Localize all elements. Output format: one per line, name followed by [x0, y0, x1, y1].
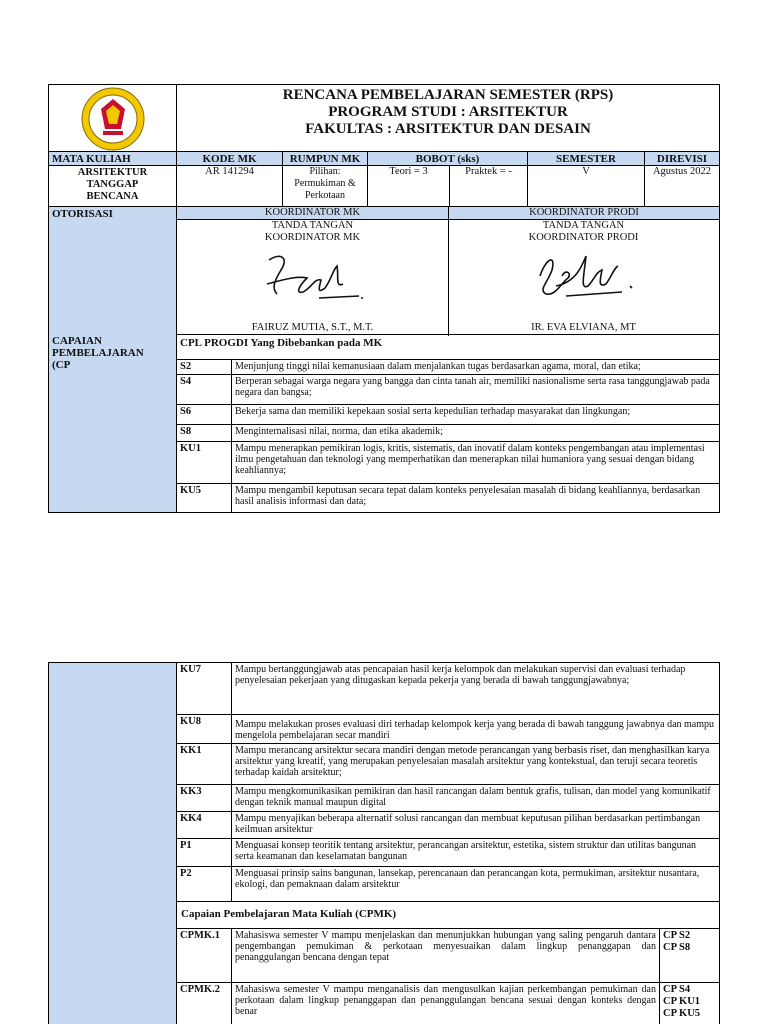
cpl-text: Mampu mengambil keputusan secara tepat dalam konteks penyelesaian masalah di bidang keahliannya, berdasarkan hasil analisis informasi dan data; — [231, 483, 720, 513]
ttd-prodi-line-1: TANDA TANGAN — [542, 220, 625, 231]
col-mata-kuliah: MATA KULIAH — [48, 151, 177, 166]
name-mk: FAIRUZ MUTIA, S.T., M.T. — [251, 322, 374, 333]
cpmk-refs — [659, 982, 720, 1024]
capaian-label-line-2: PEMBELAJARAN — [52, 347, 144, 359]
cpl-text: Mampu melakukan proses evaluasi diri terhadap kelompok kerja yang berada di bawah tanggung jawabnya dan mampu mengelola pembelajaran secar mandiri — [231, 714, 720, 744]
signature-mk-icon — [259, 248, 369, 308]
cpl-table-page-1 — [176, 359, 720, 513]
cpl-code: KU1 — [176, 441, 232, 484]
cpl-code: S6 — [176, 404, 232, 425]
course-name-line-1: ARSITEKTUR — [77, 167, 148, 178]
capaian-label — [52, 335, 144, 371]
cpl-table-page-2 — [176, 662, 720, 902]
cpl-text: Menjunjung tinggi nilai kemanusiaan dalam menjalankan tugas berdasarkan agama, moral, dan etika; — [231, 359, 720, 375]
koordinator-mk-header: KOORDINATOR MK — [176, 206, 449, 220]
cpl-text: Menguasai konsep teoritik tentang arsitektur, perancangan arsitektur, estetika, sistem struktur dan utilitas bangunan serta keamanan dan keselamatan bangunan — [231, 838, 720, 867]
capaian-label-line-3: (CP — [52, 359, 71, 371]
cpmk-code: CPMK.2 — [176, 982, 232, 1024]
col-kode-mk: KODE MK — [176, 151, 283, 166]
course-rumpun — [282, 165, 368, 207]
cpl-text: Menginternalisasi nilai, norma, dan etika akademik; — [231, 424, 720, 442]
title-line-2: PROGRAM STUDI : ARSITEKTUR — [328, 104, 568, 120]
cpmk-ref: CP KU1 — [663, 996, 701, 1007]
cpl-text: Bekerja sama dan memiliki kepekaan sosial serta kepedulian terhadap masyarakat dan lingkungan; — [231, 404, 720, 425]
name-prodi: IR. EVA ELVIANA, MT — [531, 322, 636, 333]
cpl-code: KU5 — [176, 483, 232, 513]
title-line-3: FAKULTAS : ARSITEKTUR DAN DESAIN — [305, 121, 591, 137]
course-name-line-3: BENCANA — [86, 191, 139, 202]
cpmk-refs — [659, 928, 720, 983]
cpl-code: KK3 — [176, 784, 232, 812]
cpmk-ref: CP S8 — [663, 942, 691, 953]
cpl-code: KK4 — [176, 811, 232, 839]
rumpun-line-1: Pilihan: — [309, 166, 341, 177]
cpl-text: Mampu mengkomunikasikan pemikiran dan hasil rancangan dalam bentuk grafis, tulisan, dan model yang komunikatif dengan teknik manual maupun digital — [231, 784, 720, 812]
cpl-text: Berperan sebagai warga negara yang bangga dan cinta tanah air, memiliki nasionalisme serta rasa tanggungjawab pada negara dan bangsa; — [231, 374, 720, 405]
cpmk-code: CPMK.1 — [176, 928, 232, 983]
course-semester: V — [527, 165, 645, 207]
course-direvisi: Agustus 2022 — [644, 165, 720, 207]
cpl-code: S2 — [176, 359, 232, 375]
bobot-praktek: Praktek = - — [449, 165, 528, 207]
page-2 — [48, 662, 720, 1024]
cpl-text: Menguasai prinsip sains bangunan, lansekap, perencanaan dan perancangan kota, permukiman, arsitektur nusantara, ekologi, dan pemaknaan dalam arsitektur — [231, 866, 720, 902]
rumpun-line-2: Permukiman & — [294, 178, 356, 189]
logo-cell — [48, 84, 177, 152]
col-bobot: BOBOT (sks) — [367, 151, 528, 166]
cpl-code: S4 — [176, 374, 232, 405]
course-name-line-2: TANGGAP — [86, 179, 139, 190]
cpl-code: S8 — [176, 424, 232, 442]
ttd-mk-line-1: TANDA TANGAN — [271, 220, 354, 231]
rumpun-line-3: Perkotaan — [305, 190, 345, 201]
signature-prodi-area — [448, 220, 720, 336]
cpl-code: KK1 — [176, 743, 232, 785]
cpl-code: P1 — [176, 838, 232, 867]
cpmk-ref: CP S2 — [663, 930, 691, 941]
title-line-1: RENCANA PEMBELAJARAN SEMESTER (RPS) — [282, 87, 614, 103]
cpl-text: Mampu merancang arsitektur secara mandiri dengan metode perancangan yang berbasis riset, dan menghasilkan karya arsitektur yang kreatif, yang merupakan penyelesaian masalah arsitektur yang kontekstual, dan teruji secara teoretis terhadap kaidah arsitektur; — [231, 743, 720, 785]
col-direvisi: DIREVISI — [644, 151, 720, 166]
cpmk-table — [176, 928, 720, 1024]
cpmk-ref: CP KU5 — [663, 1008, 701, 1019]
cpmk-title: Capaian Pembelajaran Mata Kuliah (CPMK) — [176, 901, 720, 929]
left-label-column — [48, 206, 177, 513]
left-label-column-continued — [48, 662, 177, 1024]
course-name — [48, 165, 177, 207]
capaian-label-line-1: CAPAIAN — [52, 335, 102, 347]
document-title — [176, 84, 720, 152]
cpl-title: CPL PROGDI Yang Dibebankan pada MK — [176, 334, 720, 360]
col-semester: SEMESTER — [527, 151, 645, 166]
otorisasi-label: OTORISASI — [52, 208, 113, 220]
cpl-code: P2 — [176, 866, 232, 902]
koordinator-prodi-header: KOORDINATOR PRODI — [448, 206, 720, 220]
cpl-text: Mampu menerapkan pemikiran logis, kritis, sistematis, dan inovatif dalam konteks pengembangan atau implementasi ilmu pengetahuan dan teknologi yang memperhatikan dan menerapkan nilai humaniora yang sesuai dengan bidang keahliannya; — [231, 441, 720, 484]
course-code: AR 141294 — [176, 165, 283, 207]
signature-mk-area — [176, 220, 449, 336]
university-logo-icon — [81, 87, 145, 151]
ttd-mk-line-2: KOORDINATOR MK — [264, 232, 361, 243]
page-1 — [48, 84, 720, 513]
cpl-text: Mampu bertanggungjawab atas pencapaian hasil kerja kelompok dan melakukan supervisi dan evaluasi terhadap penyelesaian pekerjaan yang ditugaskan kepada pekerja yang berada di bawah tanggungjawabnya; — [231, 662, 720, 715]
cpl-code: KU8 — [176, 714, 232, 744]
bobot-teori: Teori = 3 — [367, 165, 450, 207]
cpl-text: Mampu menyajikan beberapa alternatif solusi rancangan dan membuat keputusan pilihan berdasarkan pertimbangan keilmuan arsitektur — [231, 811, 720, 839]
ttd-prodi-line-2: KOORDINATOR PRODI — [528, 232, 639, 243]
cpl-code: KU7 — [176, 662, 232, 715]
cpmk-ref: CP S4 — [663, 984, 691, 995]
signature-prodi-icon — [526, 246, 646, 312]
cpmk-text: Mahasiswa semester V mampu menganalisis dan mengusulkan kajian perkembangan pemukiman dan perkotaan dalam lingkup penanggapan dan penanggulangan bencana sesuai dengan konteks dengan benar — [231, 982, 660, 1024]
cpmk-text: Mahasiswa semester V mampu menjelaskan dan menunjukkan hubungan yang saling pengaruh dantara pengembangan pemukiman & perkotaan menyesuaikan dalam lingkup penanggapan dan penanggulangan bencana dengan tepat — [231, 928, 660, 983]
col-rumpun-mk: RUMPUN MK — [282, 151, 368, 166]
